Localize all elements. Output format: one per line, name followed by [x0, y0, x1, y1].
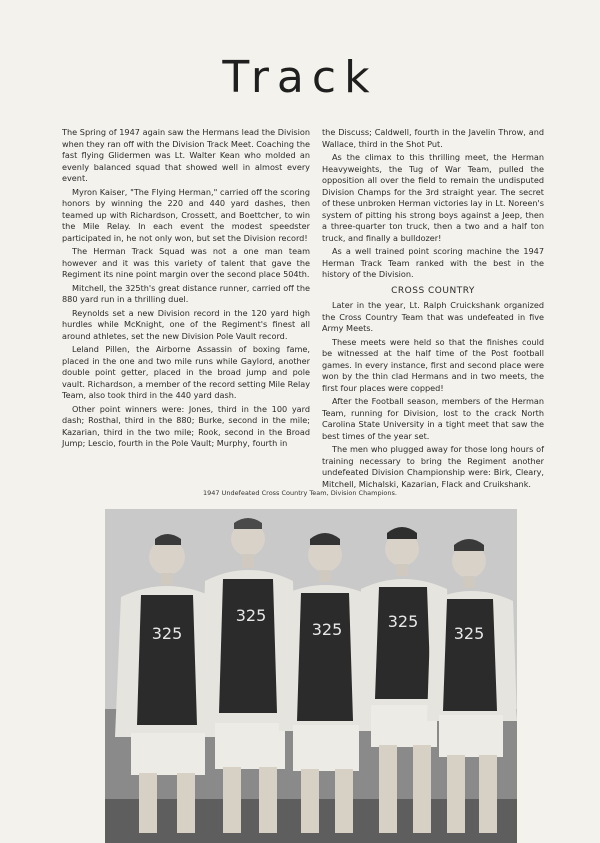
- photo-caption: 1947 Undefeated Cross Country Team, Division Champions.: [203, 489, 397, 497]
- jacket-lettering: 325: [311, 620, 343, 639]
- team-photo: [105, 509, 517, 843]
- team-photo-illustration: [105, 509, 517, 843]
- paragraph: Other point winners were: Jones, third in the 100 yard dash; Rosthal, third in the 880; Burke, second in the mile; Kazarian, third in the two mile; Rook, second in the Broad Jump; Lescio, fourth in the Pole Vault; Murphy, fourth in: [62, 403, 310, 448]
- jacket-lettering: 325: [235, 606, 267, 625]
- jacket-lettering: 325: [387, 612, 419, 631]
- right-column: [322, 127, 544, 492]
- paragraph: Later in the year, Lt. Ralph Cruickshank organized the Cross Country Team that was undefeated in five Army Meets.: [322, 300, 544, 333]
- paragraph: Myron Kaiser, "The Flying Herman," carried off the scoring honors by winning the 220 and 440 yard dashes, then teamed up with Richardson, Crossett, and Boettcher, to win the Mile Relay. In each event the modest speedster participated in, he not only won, but set the Division record!: [62, 186, 310, 243]
- paragraph: Leland Pillen, the Airborne Assassin of boxing fame, placed in the one and two mile runs while Gaylord, another double point getter, placed in the broad jump and pole vault. Richardson, a member of the record setting Mile Relay Team, also took third in the 440 yard dash.: [62, 344, 310, 400]
- jacket-lettering: 325: [453, 624, 485, 643]
- paragraph: As the climax to this thrilling meet, the Herman Heavyweights, the Tug of War Team, pulled the opposition all over the field to remain the undisputed Division Champs for the 3rd straight year. The secret of these unbroken Herman victories lay in Lt. Noreen's system of pitting his strong boys against a Jeep, then a three-quarter ton truck, then a two and a half ton truck, and finally a bulldozer!: [322, 152, 544, 243]
- page-title: Track: [222, 52, 378, 103]
- paragraph: As a well trained point scoring machine the 1947 Herman Track Team ranked with the best in the history of the Division.: [322, 246, 544, 279]
- paragraph: These meets were held so that the finishes could be witnessed at the half time of the Post football games. In every instance, first and second place were won by the thin clad Hermans and in two meets, the first four places were copped!: [322, 336, 544, 393]
- paragraph: The men who plugged away for those long hours of training necessary to bring the Regiment another undefeated Division Championship were: Birk, Cleary, Mitchell, Michalski, Kazarian, Flack and Cruikshank.: [322, 444, 544, 489]
- paragraph: Mitchell, the 325th's great distance runner, carried off the 880 yard run in a thrilling duel.: [62, 282, 310, 304]
- paragraph: After the Football season, members of the Herman Team, running for Division, lost to the crack North Carolina State University in a tight meet that saw the best times of the year set.: [322, 396, 544, 441]
- paragraph: The Herman Track Squad was not a one man team however and it was this variety of talent that gave the Regiment its nine point margin over the second place 504th.: [62, 246, 310, 279]
- left-column: [62, 127, 310, 452]
- paragraph: Reynolds set a new Division record in the 120 yard high hurdles while McKnight, one of the Regiment's finest all around athletes, set the new Division Pole Vault record.: [62, 307, 310, 341]
- section-heading-cross-country: CROSS COUNTRY: [391, 285, 475, 296]
- jacket-lettering: 325: [151, 624, 183, 643]
- paragraph: The Spring of 1947 again saw the Hermans lead the Division when they ran off with the Division Track Meet. Coaching the fast flying Glidermen was Lt. Walter Kean who molded an evenly balanced squad that showed well in almost every event.: [62, 127, 310, 183]
- paragraph: the Discuss; Caldwell, fourth in the Javelin Throw, and Wallace, third in the Shot Put.: [322, 127, 544, 149]
